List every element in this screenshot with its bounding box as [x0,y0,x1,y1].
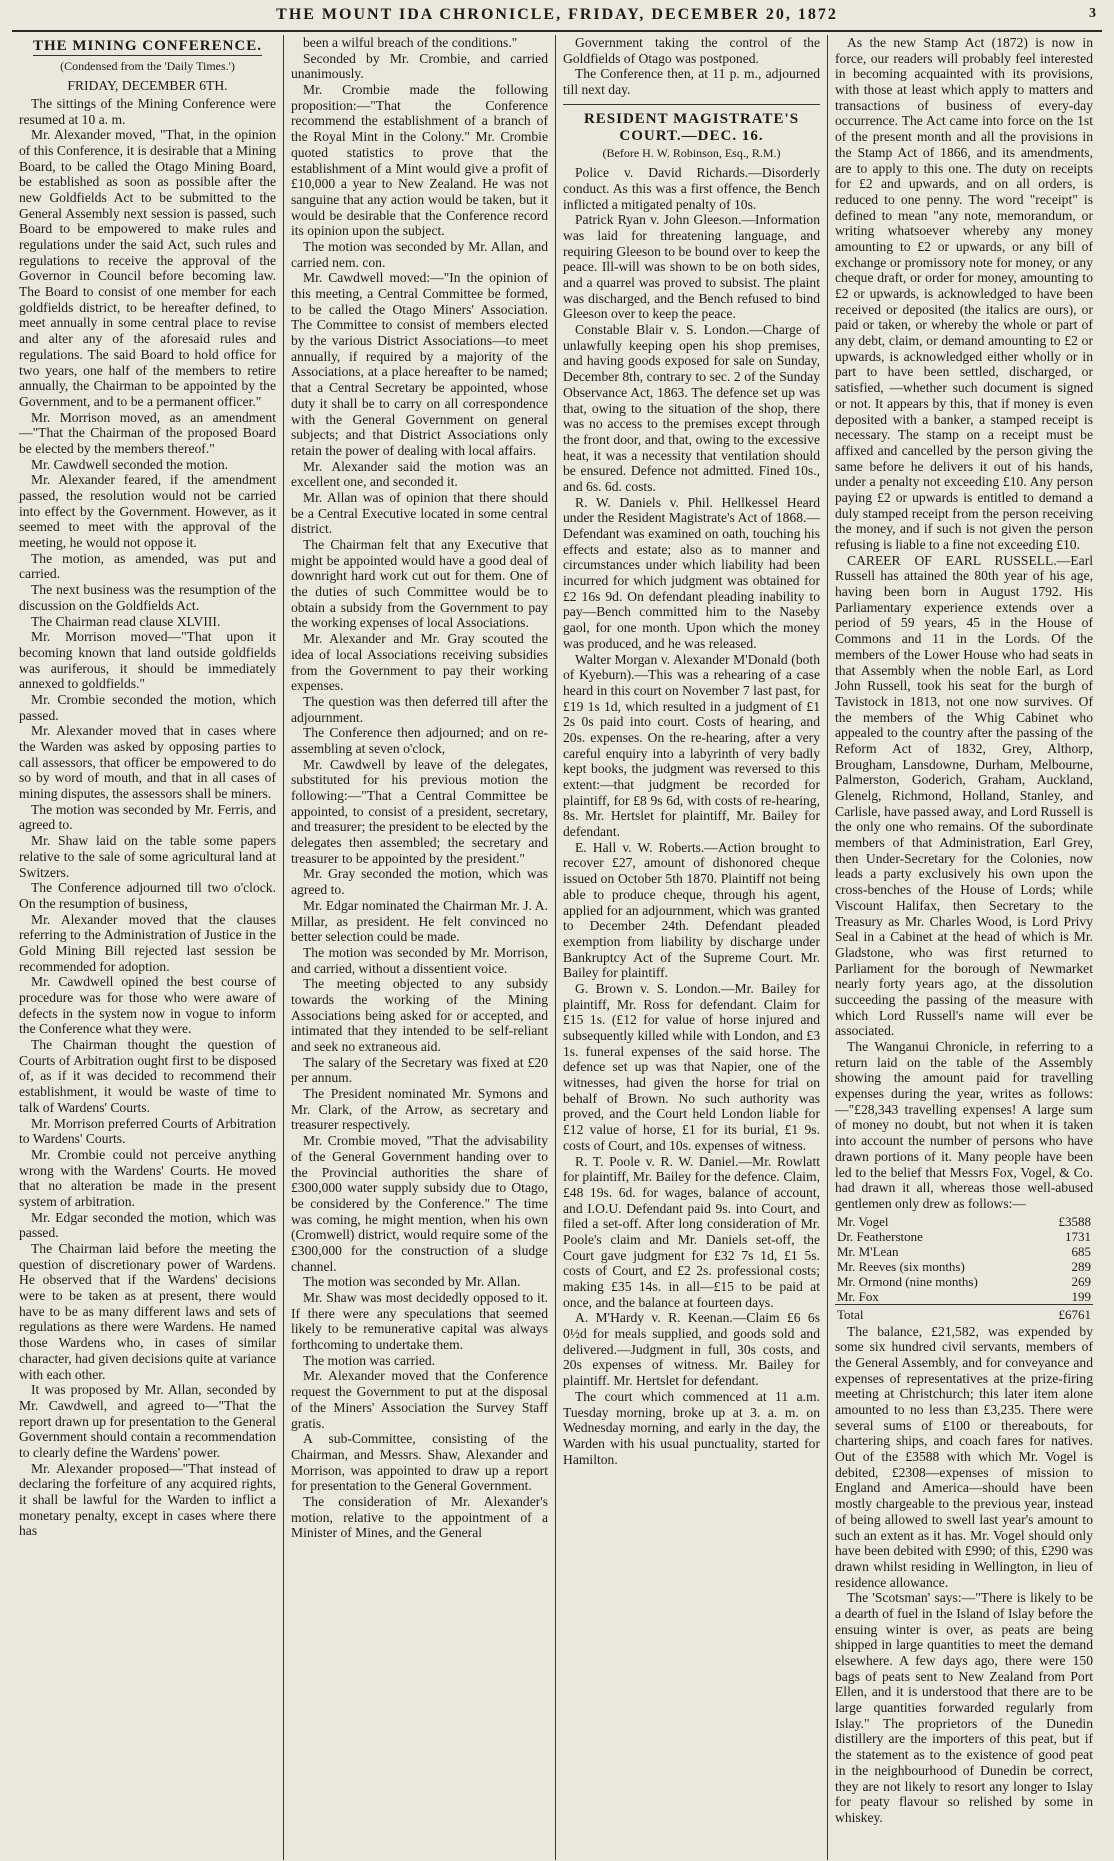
article-body [19,96,276,1539]
paragraph: The court which commenced at 11 a.m. Tuesday morning, broke up at 3. a. m. on Wednesday morning, and early in the day, the Warden with his usual punctuality, started for Hamilton. [563,1388,820,1467]
paragraph: The balance, £21,582, was expended by some six hundred civil servants, members of the General Assembly, and for conveyance and expenses of representatives at the prize-firing meeting at Christchurch; this later item alone amounted to no less than £3,235. There were several sums of £100 or thereabouts, for chartering ships, and coach fares for natives. Out of the £3588 with which Mr. Vogel is debited, £2308—expenses of mission to England and America—should have been mostly chargeable to the previous year, instead of being allowed to swell last year's amount to such an extent as it has. Mr. Vogel should only have been debited with £990; of this, £290 was drawn whilst residing in Wellington, in lieu of residence allowance. [835,1323,1093,1590]
paragraph: The Chairman felt that any Executive that might be appointed would have a good deal of downright hard work cut out for them. One of the duties of such Committee would be to obtain a subsidy from the Government to pay the working expenses of local Associations. [291,537,548,631]
paragraph: Seconded by Mr. Crombie, and carried unanimously. [291,50,548,82]
divider [563,104,820,105]
article-body [291,35,548,1541]
expense-amount: 685 [1071,1243,1091,1259]
paragraph: The question was then deferred till after the adjournment. [291,693,548,725]
paragraph: Mr. Cawdwell moved:—"In the opinion of this meeting, a Central Committee be formed, to be called the Otago Miners' Association. The Committee to consist of members elected by the various District Associations—to meet annually, if required by a majority of the Associations, at a place hereafter to be named; that a Central Secretary be appointed, whose duty it shall be to carry on all correspondence with the General Government on general subjects; and that District Associations only retain the power of dealing with local affairs. [291,270,548,458]
article-source: (Before H. W. Robinson, Esq., R.M.) [602,146,781,161]
article-body [563,165,820,1467]
paragraph: The salary of the Secretary was fixed at £20 per annum. [291,1054,548,1086]
paragraph: CAREER OF EARL RUSSELL.—Earl Russell has attained the 80th year of his age, having been born in August 1792. His Parliamentary experience extends over a period of 59 years, 45 in the House of Commons and 11 in the Lords. Of the members of the Lower House who had seats in that Assembly when the noble Earl, as Lord John Russell, took his seat for the burgh of Tavistock in 1813, not one now survives. Of the members of the Whig Cabinet who appealed to the country after the passing of the Reform Act of 1832, Grey, Althorp, Brougham, Lansdowne, Durham, Melbourne, Palmerston, Goderich, Graham, Auckland, Glenelg, Richmond, Holland, Stanley, and Carlisle, have passed away, and Lord Russell is the only one who remains. Of the subordinate members of that Administration, Earl Grey, then Under-Secretary for the Colonies, now leads a party exclusively his own upon the cross-benches of the House of Lords; while Viscount Halifax, then Secretary to the Treasury as Mr. Charles Wood, is Lord Privy Seal in a Cabinet at the head of which is Mr. Gladstone, who was first returned to Parliament for the borough of Newmarket nearly forty years ago, at the dissolution succeeding the passing of the measure with which Lord Russell's name will ever be associated. [835,552,1093,1039]
masthead [12,0,1102,32]
paragraph: The President nominated Mr. Symons and Mr. Clark, of the Arrow, as secretary and treasurer respectively. [291,1086,548,1133]
article-heading: RESIDENT MAGISTRATE'S COURT.—DEC. 16. [583,110,800,145]
paragraph: R. T. Poole v. R. W. Daniel.—Mr. Rowlatt for plaintiff, Mr. Bailey for the defence. Claim, £48 19s. 6d. for wages, balance of account, and I.O.U. Defendant paid 9s. into Court, and filed a set-off. After long consideration of Mr. Poole's claim and Mr. Daniels set-off, the Court gave judgment for £32 7s 1d, £1 5s. costs of Court, and £2 2s. professional costs; making £35 14s. in all—£15 to be paid at once, and the balance at fourteen days. [563,1153,820,1310]
paragraph: Police v. David Richards.—Disorderly conduct. As this was a first offence, the Bench inflicted a mitigated penalty of 10s. [563,165,820,212]
total-label: Total [835,1304,1041,1322]
paragraph: Mr. Alexander and Mr. Gray scouted the idea of local Associations receiving subsidies from the Government to pay their working expenses. [291,631,548,694]
paragraph: Government taking the control of the Goldfields of Otago was postponed. [563,35,820,66]
paragraph: The motion, as amended, was put and carried. [19,550,276,582]
paragraph: The Wanganui Chronicle, in referring to a return laid on the table of the Assembly showing the amount paid for travelling expenses during the year, writes as follows:—"£28,343 travelling expenses! A large sum of money no doubt, but not when it is taken into account the number of persons who have drawn portions of it. Many people have been led to the belief that Messrs Fox, Vogel, & Co. had drawn it all, whereas those well-abused gentlemen only drew as follows:— [835,1039,1093,1211]
paragraph: The Chairman thought the question of Courts of Arbitration ought first to be disposed of, as if it was decided to recommend their establishment, it would be waste of time to talk of Wardens' Courts. [19,1037,276,1115]
paragraph: Mr. Crombie could not perceive anything wrong with the Wardens' Courts. He moved that no alteration be made in the present system of arbitration. [19,1146,276,1209]
column-miscellany [828,35,1100,1860]
expense-amount: 199 [1071,1288,1091,1304]
paragraph: The motion was seconded by Mr. Allan, and carried nem. con. [291,238,548,270]
expense-row [835,1274,1093,1289]
expense-amount: 289 [1071,1258,1091,1274]
expense-row [835,1214,1093,1229]
paragraph: Mr. Cawdwell seconded the motion. [31,456,229,472]
columns [12,35,1102,1860]
expense-amount: £3588 [1058,1213,1091,1229]
expense-name: Mr. Vogel [837,1213,889,1229]
paragraph: Mr. Alexander moved, "That, in the opinion of this Conference, it is desirable that a Mining Board, to be called the Otago Mining Board, be established as soon as possible after the new Goldfields Act to be submitted to the General Assembly next session is passed, such Board to be empowered to make rules and regulations under the said Act, such rules and regulations to receive the approval of the Governor in Council before becoming law. The Board to consist of one member for each goldfields district, to be hereafter defined, to meet annually in some central place to revise and alter any of the aforesaid rules and regulations. The said Board to hold office for two years, one half of the members to retire annually, the Chairman to be appointed by the Government, and to be a permanent officer." [19,127,276,409]
paragraph: Mr. Gray seconded the motion, which was agreed to. [291,866,548,898]
paragraph: Patrick Ryan v. John Gleeson.—Information was laid for threatening language, and requiring Gleeson to be bound over to keep the peace. Ill-will was shown to be on both sides, and a quarrel was proved to subsist. The plaint was discharged, and the Bench refused to bind Gleeson over to keep the peace. [563,212,820,322]
page-number: 3 [1089,6,1096,21]
paragraph: Mr. Cawdwell by leave of the delegates, substituted for his previous motion the following:—"That a Central Committee be appointed, to consist of a president, secretary, and treasurer; the president to be elected by the delegates then assembled; the secretary and treasurer to be appointed by the president." [291,756,548,866]
paragraph: Mr. Allan was of opinion that there should be a Central Executive located in some central district. [291,489,548,537]
expense-row [835,1244,1093,1259]
expense-row [835,1289,1093,1305]
column-mining-conference [12,35,284,1860]
expense-row [835,1229,1093,1244]
paragraph: It was proposed by Mr. Allan, seconded by Mr. Cawdwell, and agreed to—"That the report drawn up for presentation to the General Government should contain a recommendation to clearly define the Wardens' power. [19,1382,276,1460]
paragraph: A sub-Committee, consisting of the Chairman, and Messrs. Shaw, Alexander and Morrison, was appointed to draw up a report for presentation to the General Government. [291,1431,548,1494]
paragraph: Mr. Alexander feared, if the amendment passed, the resolution would not be carried into effect by the Government. However, as it seemed to meet with the approval of the meeting, he would not oppose it. [19,472,276,551]
paragraph: Mr. Crombie seconded the motion, which passed. [19,691,276,723]
paragraph: Mr. Morrison moved, as an amendment—"That the Chairman of the proposed Board be elected by the members thereof." [19,409,276,456]
paragraph: Mr. Morrison moved—"That upon it becoming known that land outside goldfields was auriferous, it should be immediately annexed to goldfields." [19,629,276,692]
paragraph: R. W. Daniels v. Phil. Hellkessel Heard under the Resident Magistrate's Act of 1868.—Defendant was examined on oath, touching his effects and estate; also as to manner and circumstances under which liability had been incurred for which judgment was obtained for £2 16s 9d. On defendant pleading inability to pay—Bench committed him to the Naseby gaol, for one month. Upon which the money was produced, and he was released. [563,494,820,651]
paragraph: Mr. Alexander moved that in cases where the Warden was asked by opposing parties to call assessors, that officer be empowered to do so by word of mouth, and that in all cases of mining disputes, the assessors shall be miners. [19,723,276,802]
column-conference-continued [284,35,556,1860]
paragraph: The 'Scotsman' says:—"There is likely to be a dearth of fuel in the Island of Islay before the ensuing winter is over, as peats are being shipped in large quantities to meet the demand elsewhere. A few days ago, there were 150 bags of peats sent to New Zealand from Port Ellen, and it is understood that there are to be large quantities forwarded regularly from Islay." The proprietors of the Dunedin distillery are the importers of this peat, but if the statement as to the existence of good peat in the neighbourhood of Dunedin be correct, they are not likely to resort any longer to Islay for peaty flavour so relished by some in whiskey. [835,1590,1093,1825]
article-heading: THE MINING CONFERENCE. [33,38,262,56]
paragraph: Walter Morgan v. Alexander M'Donald (both of Kyeburn).—This was a rehearing of a case heard in this court on November 7 last past, for £19 1s 1d, which resulted in a judgment of £1 2s 0s paid into court. Costs of hearing, and 20s. expenses. On the re-hearing, after a very careful enquiry into a labyrinth of very badly kept books, the judgment was reversed to this extent:—that judgment be recorded for plaintiff, for £8 9s 6d, with costs of re-hearing, 8s. Mr. Hertslet for plaintiff, Mr. Bailey for defendant. [563,651,820,840]
paragraph: Mr. Alexander moved that the Conference request the Government to put at the disposal of the Miners' Association the Survey Staff gratis. [291,1368,548,1431]
paragraph: The motion was seconded by Mr. Morrison, and carried, without a dissentient voice. [291,944,548,976]
paragraph: Mr. Alexander said the motion was an excellent one, and seconded it. [291,458,548,490]
expense-name: Mr. Fox [837,1288,879,1304]
paragraph: The Conference then, at 11 p. m., adjourned till next day. [563,66,820,98]
paragraph: Mr. Shaw laid on the table some papers relative to the sale of some agricultural land at Switzers. [19,833,276,880]
expense-amount: 269 [1071,1273,1091,1289]
article-body [835,1324,1093,1826]
paragraph: Mr. Morrison preferred Courts of Arbitration to Wardens' Courts. [19,1115,276,1147]
paragraph: The meeting objected to any subsidy towards the working of the Mining Associations being asked for or accepted, and intimated that they intended to be self-reliant and seek no extraneous aid. [291,976,548,1054]
paragraph: Mr. Alexander moved that the clauses referring to the Administration of Justice in the Gold Mining Bill rejected last session be recommended for adoption. [19,911,276,974]
paragraph: The next business was the resumption of the discussion on the Goldfields Act. [19,582,276,613]
paragraph: The motion was seconded by Mr. Allan. [303,1274,521,1290]
column-court-report [556,35,828,1860]
paragraph: The Conference adjourned till two o'clock. On the resumption of business, [19,880,276,911]
paragraph: Constable Blair v. S. London.—Charge of unlawfully keeping open his shop premises, and having goods exposed for sale on Sunday, December 8th, contrary to sec. 2 of the Sunday Observance Act, 1863. The defence set up was that, owing to the situation of the shop, there was no access to the premises except through the front door, and that, owing to the excessive heat, it was a necessity that ventilation should be ensured. Defence not admitted. Fined 10s., and 6s. 6d. costs. [563,322,820,494]
paragraph: G. Brown v. S. London.—Mr. Bailey for plaintiff, Mr. Ross for defendant. Claim for £15 1s. (£12 for value of horse injured and subsequently killed while with London, and £3 1s. funeral expenses of the said horse. The defence set up was that Napier, one of the witnesses, had given the horse for trial on behalf of Brown. No such authority was proved, and the Court held London liable for £12 value of horse, £1 for its burial, £1 9s. costs of Court, and 10s. expenses of witness. [563,980,820,1153]
paragraph: The motion was seconded by Mr. Ferris, and agreed to. [19,801,276,833]
masthead-title: THE MOUNT IDA CHRONICLE, FRIDAY, DECEMBER 20, 1872 [276,6,838,23]
paragraph: The sittings of the Mining Conference were resumed at 10 a. m. [19,95,276,127]
article-date: FRIDAY, DECEMBER 6TH. [67,78,228,94]
paragraph: Mr. Shaw was most decidedly opposed to it. If there were any speculations that seemed likely to be remunerative capital was always forthcoming to undertake them. [291,1290,548,1353]
expense-row [835,1259,1093,1274]
expense-name: Mr. Reeves (six months) [837,1258,965,1274]
expenses-total-row [835,1304,1093,1322]
paragraph: The Chairman read clause XLVIII. [31,613,221,629]
paragraph: E. Hall v. W. Roberts.—Action brought to recover £27, amount of dishonored cheque issued on October 5th 1870. Plaintiff not being able to produce cheque, through his agent, applied for an adjournment, which was granted to December 24th. Defendant pleaded exemption from liability by discharge under Bankruptcy Act of the Supreme Court. Mr. Bailey for plaintiff. [563,839,820,981]
total-amount: £6761 [1041,1304,1093,1322]
paragraph: been a wilful breach of the conditions." [303,35,518,50]
paragraph: Mr. Crombie made the following proposition:—"That the Conference recommend the establishment of a branch of the Royal Mint in the Colony." Mr. Crombie quoted statistics to prove that the establishment of a Mint would give a profit of £10,000 a year to New Zealand. He was not sanguine that any action would be taken, but it would be desirable that the Conference record its opinion upon the subject. [291,82,548,239]
expense-amount: 1731 [1065,1228,1091,1244]
paragraph: A. M'Hardy v. R. Keenan.—Claim £6 6s 0½d for meals supplied, and goods sold and delivered.—Judgment in full, 30s costs, and 20s expenses of witness. Mr. Bailey for plaintiff. Mr. Hertslet for defendant. [563,1310,820,1389]
paragraph: As the new Stamp Act (1872) is now in force, our readers will probably feel interested in becoming acquainted with its provisions, with those at least which apply to matters and transactions of business of every-day occurrence. The Act came into force on the 1st of the present month and all the provisions in the Stamp Act of 1866, and its amendments, are to apply to this one. The duty on receipts for £2 and upwards, and on all orders, is reduced to one penny. The word "receipt" is defined to mean "any note, memorandum, or writing whatsoever whereby any money amounting to £2 or upwards, or any bill of exchange or promissory note for money, or any cheque draft, or order for money, amounting to £2 or upwards, is acknowledged to have been received or deposited (the italics are ours), or paid or taken, or whereby the whole or part of any debt, claim, or demand amounting to £2 or upwards, is acknowledged either wholly or in part to have been settled, discharged, or satisfied, —whether such document is signed or not. It appears by this, that if money is even deposited with a banker, a stamped receipt is necessary. The stamp on a receipt must be affixed and cancelled by the person giving the same before he delivers it out of his hands, under a penalty not exceeding £10. Any person paying £2 or upwards is entitled to demand a duly stamped receipt from the person receiving the money, and if such is not given the person refusing is liable to a fine not exceeding £10. [835,35,1093,552]
expenses-table [835,1214,1093,1322]
expense-name: Dr. Featherstone [837,1228,923,1244]
paragraph: Mr. Edgar seconded the motion, which was passed. [19,1209,276,1241]
paragraph: Mr. Alexander proposed—"That instead of declaring the forfeiture of any acquired rights, it shall be lawful for the Warden to inflict a monetary penalty, except in cases where there has [19,1460,276,1539]
expense-name: Mr. Ormond (nine months) [837,1273,978,1289]
paragraph: Mr. Cawdwell opined the best course of procedure was for those who were aware of defects in the system now in vogue to inform the Conference what they were. [19,974,276,1037]
paragraph: The Chairman laid before the meeting the question of discretionary power of Wardens. He observed that if the Wardens' decisions were to be taken as at present, there would have to be as many different laws and sets of regulations as there were Wardens. He named those Wardens who, in cases of similar character, had given decisions quite at variance with each other. [19,1241,276,1382]
article-body [835,35,1093,1212]
paragraph: The Conference then adjourned; and on re-assembling at seven o'clock, [291,725,548,756]
paragraph: Mr. Crombie moved, "That the advisability of the General Government handing over to the Provincial authorities the share of £300,000 water supply subsidy due to Otago, be considered by the Conference." The time was coming, he might mention, when his own (Cromwell) district, would require some of the £300,000 for the construction of a sludge channel. [291,1133,548,1274]
paragraph: The motion was carried. [303,1352,436,1368]
paragraph: The consideration of Mr. Alexander's motion, relative to the appointment of a Minister of Mines, and the General [291,1493,548,1541]
article-body [563,35,820,98]
article-source: (Condensed from the 'Daily Times.') [60,59,235,74]
expense-name: Mr. M'Lean [837,1243,899,1259]
paragraph: Mr. Edgar nominated the Chairman Mr. J. A. Millar, as president. He felt convinced no better selection could be made. [291,897,548,945]
